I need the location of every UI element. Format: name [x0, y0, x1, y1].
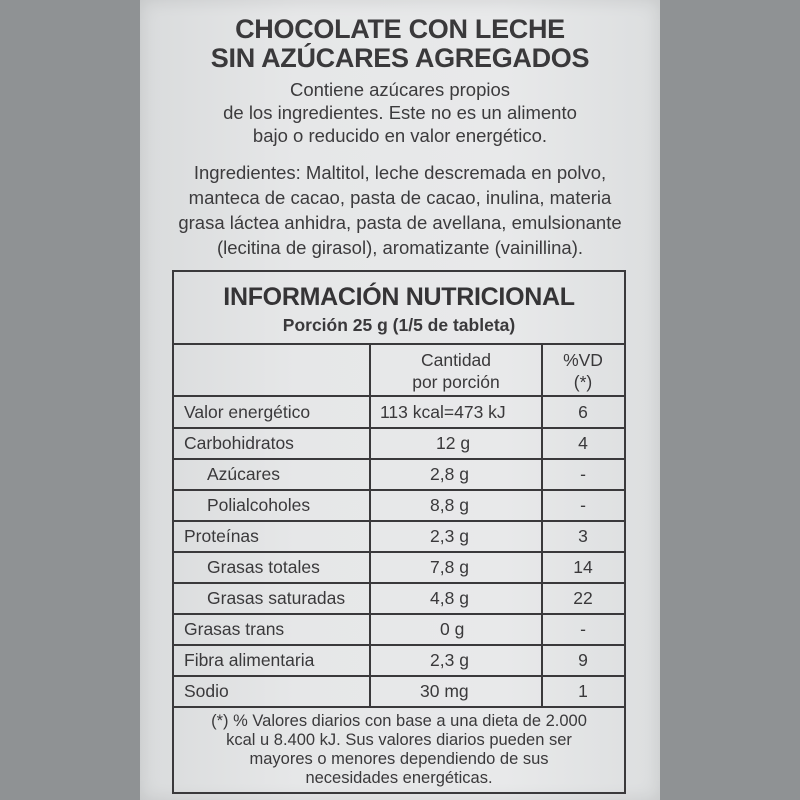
row-amount: 30 mg	[420, 681, 469, 701]
row-vd: -	[580, 495, 586, 515]
row-amount: 4,8 g	[430, 588, 469, 608]
row-vd: 1	[578, 681, 588, 701]
row-name: Grasas trans	[184, 619, 285, 639]
row-amount: 2,3 g	[430, 650, 469, 670]
row-name: Grasas saturadas	[207, 588, 346, 608]
header-amount-sub: por porción	[412, 372, 500, 392]
nutrition-facts-table	[172, 270, 626, 794]
ingredients-line: Ingredientes: Maltitol, leche descremada en polvo,	[193, 162, 607, 183]
header-vd: %VD	[563, 350, 603, 370]
row-vd: -	[580, 464, 586, 484]
claim-line: bajo o reducido en valor energético.	[252, 125, 548, 146]
row-amount: 113 kcal=473 kJ	[380, 402, 506, 422]
row-amount: 0 g	[440, 619, 465, 639]
row-name: Grasas totales	[207, 557, 320, 577]
nutrition-title: INFORMACIÓN NUTRICIONAL	[223, 283, 575, 311]
row-name: Carbohidratos	[184, 433, 294, 453]
row-vd: 9	[578, 650, 588, 670]
row-vd: 6	[578, 402, 588, 422]
portion-size: Porción 25 g (1/5 de tableta)	[282, 315, 516, 335]
claim-line: Contiene azúcares propios	[289, 79, 511, 100]
table-rule	[174, 343, 624, 345]
row-vd: -	[580, 619, 586, 639]
column-rule	[369, 343, 371, 706]
row-amount: 2,8 g	[430, 464, 469, 484]
table-rule	[174, 675, 624, 677]
table-rule	[174, 613, 624, 615]
daily-value-footnote	[174, 712, 624, 788]
footnote-line: mayores o menores dependiendo de sus	[249, 750, 549, 768]
row-amount: 8,8 g	[430, 495, 469, 515]
ingredients-line: manteca de cacao, pasta de cacao, inulina, materia	[188, 187, 612, 208]
product-title-line1: CHOCOLATE CON LECHE	[235, 14, 565, 44]
row-vd: 14	[573, 557, 593, 577]
table-rule	[174, 644, 624, 646]
footnote-line: kcal u 8.400 kJ. Sus valores diarios pueden ser	[226, 731, 572, 749]
footnote-line: (*) % Valores diarios con base a una dieta de 2.000	[211, 712, 587, 730]
table-rule	[174, 458, 624, 460]
table-rule	[174, 551, 624, 553]
row-vd: 22	[573, 588, 593, 608]
row-name: Polialcoholes	[207, 495, 311, 515]
footnote-line: necesidades energéticas.	[305, 769, 493, 787]
row-amount: 7,8 g	[430, 557, 469, 577]
row-amount: 12 g	[436, 433, 471, 453]
product-title-line2: SIN AZÚCARES AGREGADOS	[210, 43, 590, 73]
row-name: Fibra alimentaria	[184, 650, 315, 670]
header-amount: Cantidad	[420, 350, 492, 370]
row-name: Proteínas	[184, 526, 259, 546]
claim-line: de los ingredientes. Este no es un alimento	[223, 102, 577, 123]
table-rule	[174, 582, 624, 584]
row-amount: 2,3 g	[430, 526, 469, 546]
header-vd-sub: (*)	[573, 372, 593, 392]
ingredients-line: grasa láctea anhidra, pasta de avellana, emulsionante	[178, 212, 622, 233]
row-name: Valor energético	[184, 402, 311, 422]
table-rule	[174, 520, 624, 522]
table-rule	[174, 489, 624, 491]
row-vd: 4	[578, 433, 588, 453]
table-rule	[174, 427, 624, 429]
table-rule	[174, 395, 624, 397]
table-rule	[174, 706, 624, 708]
row-name: Sodio	[184, 681, 229, 701]
ingredients-line: (lecitina de girasol), aromatizante (vainillina).	[216, 237, 584, 258]
row-name: Azúcares	[207, 464, 280, 484]
row-vd: 3	[578, 526, 588, 546]
